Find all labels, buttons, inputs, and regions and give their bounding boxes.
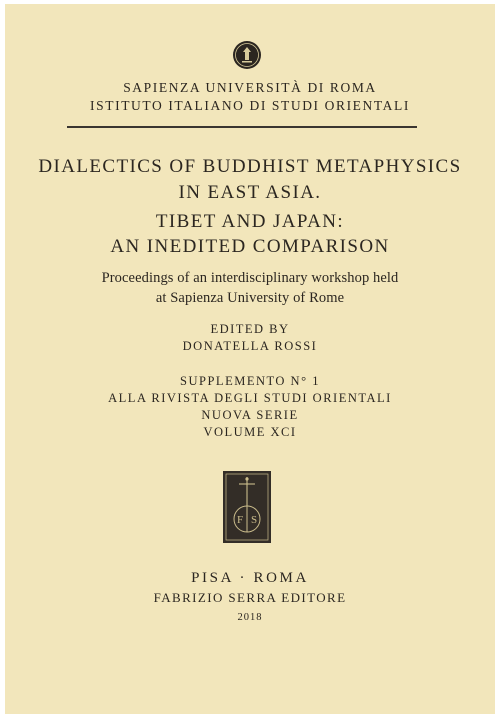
subtitle-line-1: Proceedings of an interdisciplinary workshop held [101,270,399,286]
emblem-letter-s: S [250,514,258,526]
series-line-3: NUOVA SERIE [201,408,299,422]
series-line-1: SUPPLEMENTO N° 1 [180,374,320,388]
title-line-2: IN EAST ASIA. [178,182,322,203]
series-line-4: VOLUME XCI [203,425,297,439]
title-line-4: AN INEDITED COMPARISON [110,236,390,257]
editor-label: EDITED BY [210,322,290,336]
title-line-3: TIBET AND JAPAN: [155,211,345,232]
publisher-city: PISA · ROMA [191,570,309,586]
editor-name: DONATELLA ROSSI [182,339,318,353]
title-line-1: DIALECTICS OF BUDDHIST METAPHYSICS [38,156,462,177]
series-line-2: ALLA RIVISTA DEGLI STUDI ORIENTALI [108,391,392,405]
emblem-letter-f: F [236,514,244,526]
publication-year: 2018 [237,612,263,623]
subtitle-line-2: at Sapienza University of Rome [155,290,345,306]
institution-line-1: SAPIENZA UNIVERSITÀ DI ROMA [123,80,377,95]
publisher-emblem-icon [223,471,271,543]
university-seal-icon [232,40,262,70]
divider [67,126,417,128]
institution-line-2: ISTITUTO ITALIANO DI STUDI ORIENTALI [90,98,410,113]
publisher-name: FABRIZIO SERRA EDITORE [153,590,347,605]
book-cover [5,4,495,714]
